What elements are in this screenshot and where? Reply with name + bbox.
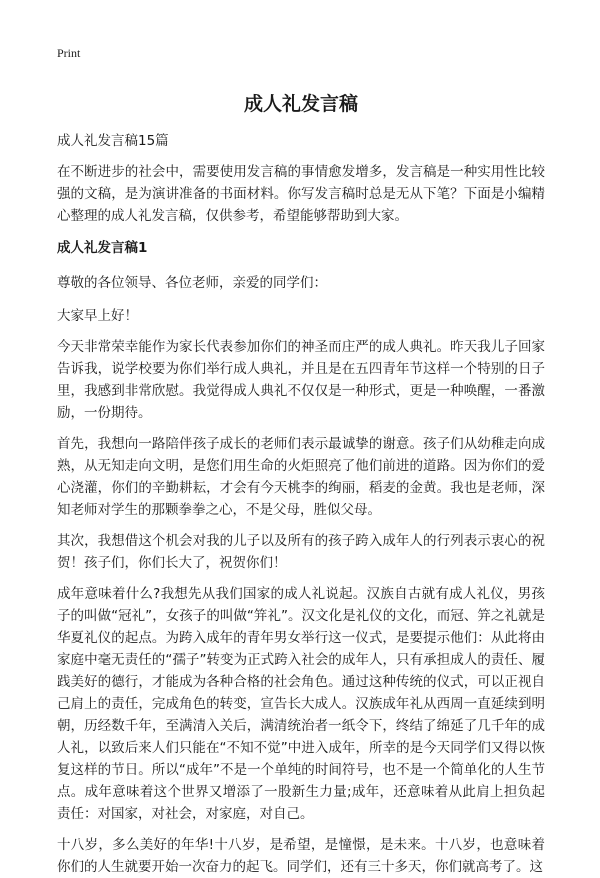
body-paragraph: 十八岁，多么美好的年华!十八岁，是希望，是憧憬，是未来。十八岁，也意味着你们的人生就要开始一次奋力的起飞。同学们，还有三十多天，你们就高考了。这 xyxy=(57,837,545,875)
intro-paragraph: 在不断进步的社会中，需要使用发言稿的事情愈发增多，发言稿是一种实用性比较强的文稿，是为演讲准备的书面材料。你写发言稿时总是无从下笔？下面是小编精心整理的成人礼发言稿，仅供参考，希望能够帮助到大家。 xyxy=(57,164,545,224)
print-link[interactable]: Print xyxy=(57,46,81,60)
body-paragraph: 其次，我想借这个机会对我的儿子以及所有的孩子跨入成年人的行列表示衷心的祝贺！孩子们，你们长大了，祝贺你们！ xyxy=(57,533,545,571)
page-title: 成人礼发言稿 xyxy=(243,93,358,115)
body-paragraph: 成年意味着什么?我想先从我们国家的成人礼说起。汉族自古就有成人礼仪，男孩子的叫做“冠礼”，女孩子的叫做“笄礼”。汉文化是礼仪的文化，而冠、笄之礼就是华夏礼仪的起点。为跨入成年的青年男女举行这一仪式，是要提示他们：从此将由家庭中毫无责任的“孺子”转变为正式跨入社会的成年人，只有承担成人的责任、履践美好的德行，才能成为各种合格的社会角色。通过这种传统的仪式，可以正视自己肩上的责任，完成角色的转变，宣告长大成人。汉族成年礼从西周一直延续到明朝，历经数千年，至满清入关后，满清统治者一纸令下，终结了绵延了几千年的成人礼，以致后来人们只能在“不知不觉”中进入成年，所幸的是今天同学们又得以恢复这样的节日。所以“成年”不是一个单纯的时间符号，也不是一个简单化的人生节点。成年意味着这个世界又增添了一股新生力量;成年，还意味着从此肩上担负起责任：对国家，对社会，对家庭，对自己。 xyxy=(57,586,545,822)
salutation-paragraph: 尊敬的各位领导、各位老师，亲爱的同学们： xyxy=(57,275,327,291)
document-subtitle: 成人礼发言稿15篇 xyxy=(57,133,169,149)
body-paragraph: 首先，我想向一路陪伴孩子成长的老师们表示最诚挚的谢意。孩子们从幼稚走向成熟，从无知走向文明，是您们用生命的火炬照亮了他们前进的道路。因为你们的爱心浇灌，你们的辛勤耕耘，才会有今天桃李的绚丽，稻麦的金黄。我也是老师，深知老师对学生的那颗拳拳之心，不是父母，胜似父母。 xyxy=(57,436,545,518)
body-paragraph: 今天非常荣幸能作为家长代表参加你们的神圣而庄严的成人典礼。昨天我儿子回家告诉我，说学校要为你们举行成人典礼，并且是在五四青年节这样一个特别的日子里，我感到非常欣慰。我觉得成人典礼不仅仅是一种形式，更是一种唤醒，一番激励，一份期待。 xyxy=(57,339,545,421)
section-heading: 成人礼发言稿1 xyxy=(57,240,148,256)
greeting-paragraph: 大家早上好！ xyxy=(57,308,138,324)
